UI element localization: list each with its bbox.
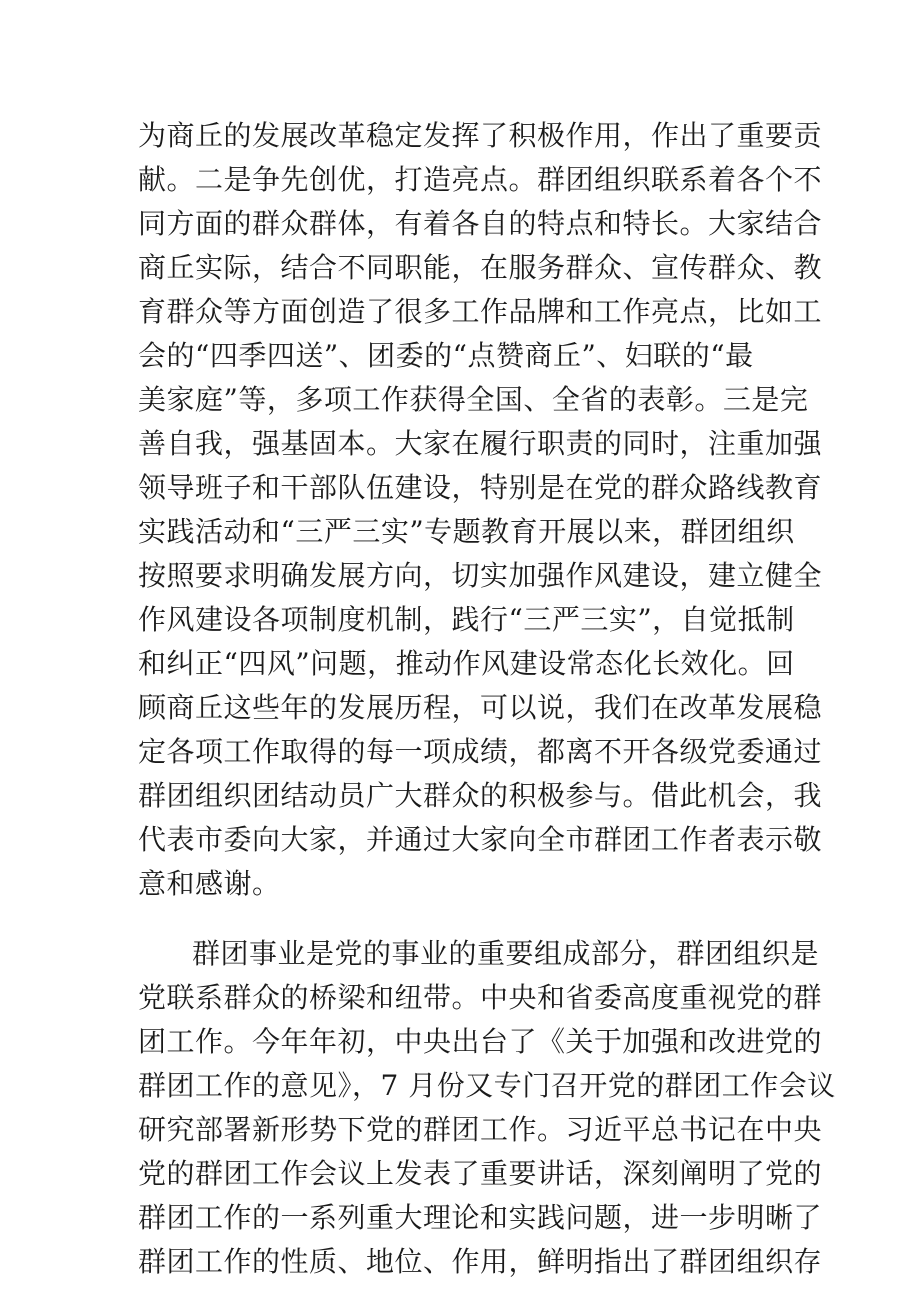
paragraph-1-line: 育群众等方面创造了很多工作品牌和工作亮点，比如工 <box>138 295 823 328</box>
paragraph-1-line: 作风建设各项制度机制，践行“三严三实”，自觉抵制 <box>138 603 795 636</box>
paragraph-1-line: 同方面的群众群体，有着各自的特点和特长。大家结合 <box>138 207 823 240</box>
paragraph-1-line: 商丘实际，结合不同职能，在服务群众、宣传群众、教 <box>138 251 823 284</box>
paragraph-1-line: 顾商丘这些年的发展历程，可以说，我们在改革发展稳 <box>138 691 823 724</box>
paragraph-1-line: 群团组织团结动员广大群众的积极参与。借此机会，我 <box>138 779 823 812</box>
paragraph-1-line: 为商丘的发展改革稳定发挥了积极作用，作出了重要贡 <box>138 119 823 152</box>
paragraph-1-line: 美家庭”等，多项工作获得全国、全省的表彰。三是完 <box>138 383 809 416</box>
paragraph-2-line: 群团工作的意见》，7 月份又专门召开党的群团工作会议 <box>138 1069 836 1102</box>
paragraph-1-line: 定各项工作取得的每一项成绩，都离不开各级党委通过 <box>138 735 823 768</box>
paragraph-1-line: 善自我，强基固本。大家在履行职责的同时，注重加强 <box>138 427 823 460</box>
paragraph-2-line: 研究部署新形势下党的群团工作。习近平总书记在中央 <box>138 1113 823 1146</box>
paragraph-1-line: 领导班子和干部队伍建设，特别是在党的群众路线教育 <box>138 471 823 504</box>
paragraph-2-line: 群团工作的一系列重大理论和实践问题，进一步明晰了 <box>138 1201 823 1234</box>
paragraph-2-line: 群团工作的性质、地位、作用，鲜明指出了群团组织存 <box>138 1245 823 1278</box>
paragraph-1-line: 按照要求明确发展方向，切实加强作风建设，建立健全 <box>138 559 823 592</box>
paragraph-1-line: 和纠正“四风”问题，推动作风建设常态化长效化。回 <box>138 647 795 680</box>
paragraph-2-line: 党联系群众的桥梁和纽带。中央和省委高度重视党的群 <box>138 981 823 1014</box>
paragraph-1-line: 代表市委向大家，并通过大家向全市群团工作者表示敬 <box>138 823 823 856</box>
paragraph-1-line: 实践活动和“三严三实”专题教育开展以来，群团组织 <box>138 515 795 548</box>
paragraph-1-line: 意和感谢。 <box>138 867 281 900</box>
paragraph-2-line: 党的群团工作会议上发表了重要讲话，深刻阐明了党的 <box>138 1157 823 1190</box>
paragraph-1-line: 献。二是争先创优，打造亮点。群团组织联系着各个不 <box>138 163 823 196</box>
paragraph-1-line: 会的“四季四送”、团委的“点赞商丘”、妇联的“最 <box>138 339 754 372</box>
paragraph-2-line: 群团事业是党的事业的重要组成部分，群团组织是 <box>192 937 820 970</box>
paragraph-2-line: 团工作。今年年初，中央出台了《关于加强和改进党的 <box>138 1025 823 1058</box>
